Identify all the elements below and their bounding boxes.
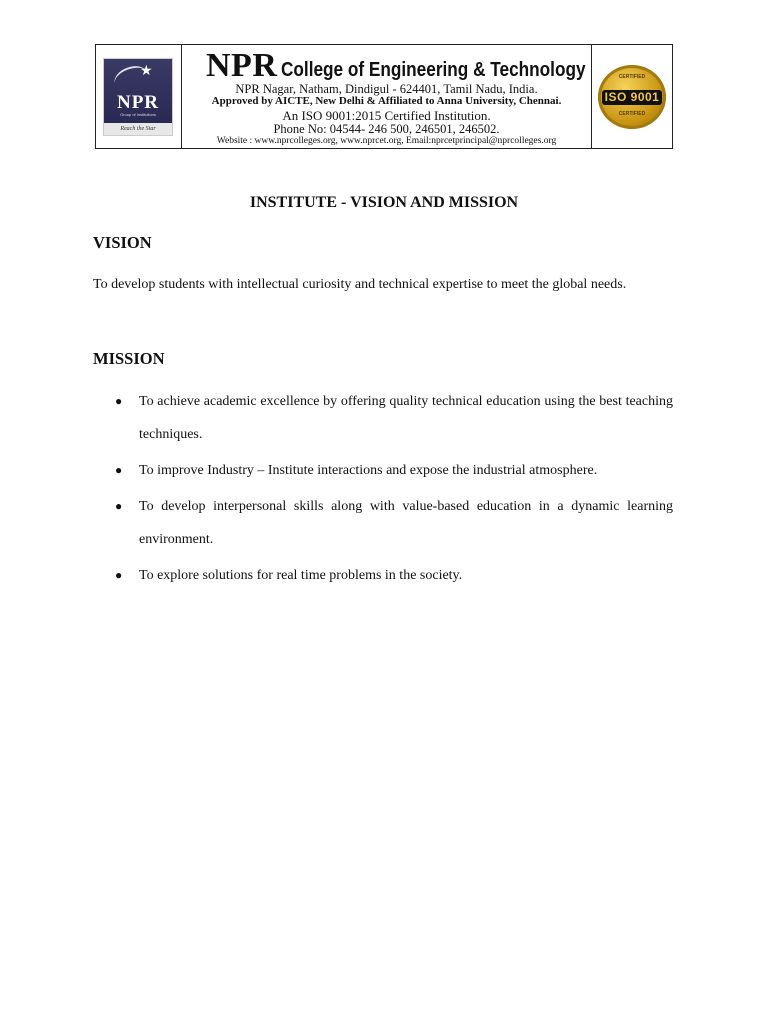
mission-item	[93, 490, 673, 556]
vision-text: To develop students with intellectual curiosity and technical expertise to meet the global needs.	[93, 277, 627, 292]
college-certification: An ISO 9001:2015 Certified Institution.	[282, 108, 491, 123]
seal-cell	[592, 45, 672, 148]
bullet-icon: ●	[115, 568, 123, 582]
iso-seal-icon	[598, 65, 666, 129]
college-approval: Approved by AICTE, New Delhi & Affiliated to Anna University, Chennai.	[211, 95, 562, 107]
college-logo	[103, 58, 173, 136]
college-name-short: NPR	[206, 47, 278, 84]
bullet-icon: ●	[115, 394, 123, 408]
college-name	[206, 47, 635, 85]
mission-item	[93, 454, 673, 487]
mission-list	[93, 385, 673, 595]
college-address: NPR Nagar, Natham, Dindigul - 624401, Tamil Nadu, India.	[235, 82, 538, 96]
mission-item	[93, 385, 673, 451]
mission-item	[93, 559, 673, 592]
bullet-icon: ●	[115, 463, 123, 477]
mission-heading: MISSION	[93, 349, 165, 368]
college-info	[182, 45, 592, 148]
mission-item-text: To explore solutions for real time problems in the society.	[139, 568, 463, 583]
vision-heading: VISION	[93, 233, 152, 252]
college-name-long: College of Engineering & Technology	[281, 59, 586, 81]
document-title: INSTITUTE - VISION AND MISSION	[249, 194, 519, 211]
mission-item-text: To improve Industry – Institute interactions and expose the industrial atmosphere.	[139, 463, 598, 478]
mission-item-text: To achieve academic excellence by offering quality technical education using the best teaching techniques.	[139, 394, 673, 442]
letterhead	[95, 44, 673, 149]
logo-group-text: Group of Institutions	[120, 112, 156, 117]
mission-item-text: To develop interpersonal skills along with value-based education in a dynamic learning environment.	[139, 499, 673, 547]
logo-tagline: Reach the Star	[104, 123, 172, 135]
college-phone: Phone No: 04544- 246 500, 246501, 246502.	[273, 122, 500, 136]
seal-bottom-text: CERTIFIED	[618, 111, 646, 117]
seal-band-text: ISO 9001	[602, 90, 662, 105]
college-website: Website : www.nprcolleges.org, www.nprcet.org, Email:nprcetprincipal@nprcolleges.org	[216, 136, 557, 146]
star-icon: ★	[140, 64, 153, 79]
seal-top-text: CERTIFIED	[618, 74, 646, 80]
logo-cell	[96, 45, 182, 148]
logo-text: NPR	[116, 92, 160, 113]
bullet-icon: ●	[115, 499, 123, 513]
